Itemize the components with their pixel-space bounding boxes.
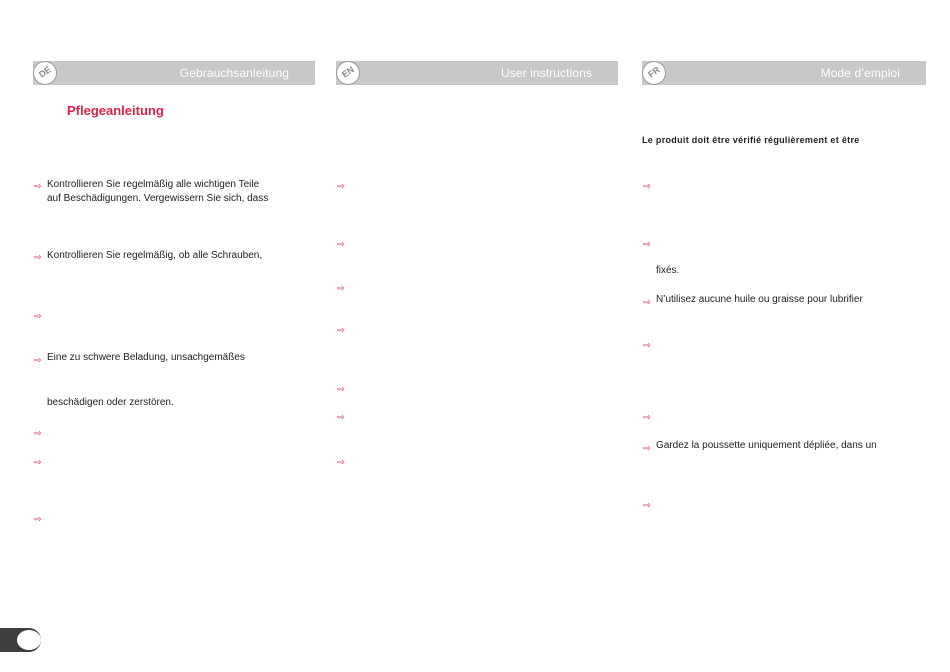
lang-badge-de [33,61,57,85]
bullet-arrow-icon: ⇨ [337,325,345,335]
bullet-arrow-icon: ⇨ [34,252,42,262]
bullet-arrow-icon: ⇨ [337,283,345,293]
bullet-arrow-icon: ⇨ [34,428,42,438]
section-title-de: Pflegeanleitung [67,103,164,118]
list-item-de-4: Eine zu schwere Beladung, unsachgemäßes [47,352,245,363]
bullet-arrow-icon: ⇨ [643,239,651,249]
lang-code-fr: FR [646,64,662,80]
bullet-arrow-icon: ⇨ [643,443,651,453]
list-item-de-4-cont: beschädigen oder zerstören. [47,397,174,408]
list-item-fr-6: Gardez la poussette uniquement dépliée, dans un [656,440,877,451]
bullet-arrow-icon: ⇨ [643,412,651,422]
list-item-fr-2-cont: fixés. [656,265,680,276]
header-bar-de [33,61,315,85]
header-title-en: User instructions [500,66,592,80]
page-tab-circle [17,630,41,650]
list-item-de-2: Kontrollieren Sie regelmäßig, ob alle Schrauben, [47,250,263,261]
bullet-arrow-icon: ⇨ [337,181,345,191]
bullet-arrow-icon: ⇨ [643,297,651,307]
bullet-arrow-icon: ⇨ [34,311,42,321]
bullet-arrow-icon: ⇨ [643,181,651,191]
header-bar-fr [642,61,926,85]
column-de [33,0,315,672]
bullet-arrow-icon: ⇨ [34,181,42,191]
bullet-arrow-icon: ⇨ [337,239,345,249]
column-fr [642,0,926,672]
bullet-arrow-icon: ⇨ [34,355,42,365]
list-item-fr-3: N’utilisez aucune huile ou graisse pour lubrifier [656,294,863,305]
column-en [336,0,618,672]
bullet-arrow-icon: ⇨ [34,457,42,467]
bullet-arrow-icon: ⇨ [337,384,345,394]
header-title-de: Gebrauchsanleitung [179,66,289,80]
lang-badge-en [336,61,360,85]
bullet-arrow-icon: ⇨ [337,457,345,467]
bullet-arrow-icon: ⇨ [643,340,651,350]
list-item-de-1-cont: auf Beschädigungen. Vergewissern Sie sich, dass [47,193,269,204]
header-title-fr: Mode d’emploi [820,66,900,80]
bullet-arrow-icon: ⇨ [643,500,651,510]
lang-code-en: EN [339,64,356,80]
lang-badge-fr [642,61,666,85]
bullet-arrow-icon: ⇨ [34,514,42,524]
list-item-de-1: Kontrollieren Sie regelmäßig alle wichtigen Teile [47,179,260,190]
intro-text-fr: Le produit doit être vérifié régulièrement et être [642,135,860,145]
bullet-arrow-icon: ⇨ [337,412,345,422]
lang-code-de: DE [36,64,53,80]
header-bar-en [336,61,618,85]
